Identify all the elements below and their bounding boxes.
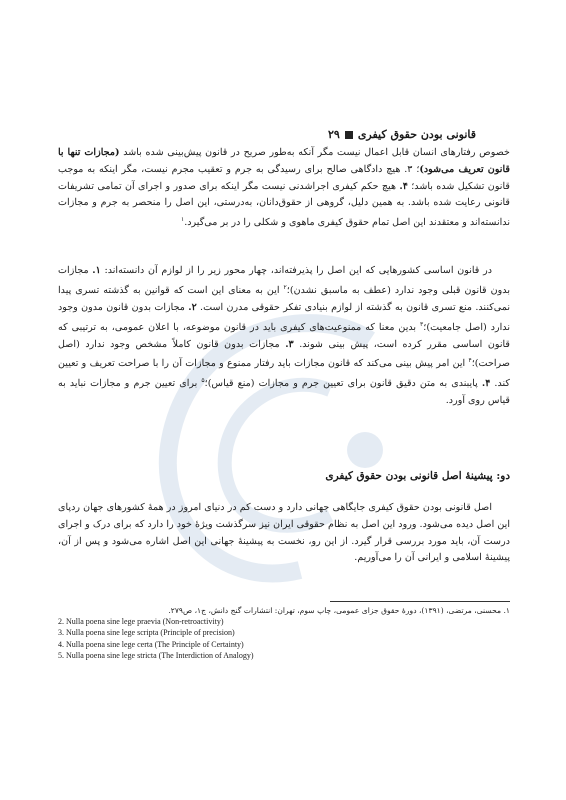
para1-text-3: هیچ حکم کیفری اجراشدنی نیست مگر اینکه برای صدور و اجرای آن تمامی تشریفات قانونی رعایت شده باشد. به همین دلیل، گروهی از حقوق‌دانان، به‌درستی، این اصل را منحصر به جرم و مجازات ندانسته‌اند و معتقدند این اصل تمام حقوق کیفری ماهوی و شکلی را در بر می‌گیرد. <box>58 180 510 229</box>
section-heading: دو: پیشینهٔ اصل قانونی بودن حقوق کیفری <box>325 470 510 482</box>
footnote-ref-4: ۴ <box>468 357 472 365</box>
square-separator-icon <box>345 131 353 139</box>
footnote-ref-5: ۵ <box>201 377 205 385</box>
footnote-divider <box>330 601 510 602</box>
para2-text-3: این به معنای این است که قوانین به گذشته تسری پیدا نمی‌کنند. منع تسری قانون به گذشته از لوازم بنیادی تفکر حقوقی مدرن است. <box>58 284 510 313</box>
footnotes <box>58 605 510 661</box>
para2-text-5: بدین معنا که ممنوعیت‌های کیفری باید در قانون موضوعه، با اعلان عمومی، به ترتیبی که قانون اساسی مقرر کرده است، پیش بینی شوند. <box>58 321 511 350</box>
para3-text: اصل قانونی بودن حقوق کیفری جایگاهی جهانی دارد و دست کم در دنیای امروز در همهٔ کشورهای جهان ردپای این اصل دیده می‌شود. ورود این اصل به نظام حقوقی ایران نیز سرگذشت ویژهٔ خود را دارد که برای درک و اجرای درست آن، باید مورد بررسی قرار گیرد. از این رو، نخست به پیشینهٔ جهانی این اصل اشاره می‌شود و پس از آن، پیشینهٔ اسلامی و ایرانی آن را می‌آوریم. <box>58 502 510 564</box>
header-title: قانونی بودن حقوق کیفری <box>357 128 476 141</box>
para2-text-6: مجازات بدون قانون کاملاً مشخص وجود ندارد (اصل صراحت)؛ <box>58 338 510 370</box>
footnote-ref-1: ۱ <box>180 216 185 224</box>
running-header <box>328 128 476 141</box>
para2-text-9: برای تعیین جرم و مجازات نباید به قیاس روی آورد. <box>58 378 510 407</box>
para2-text-7: این امر پیش بینی می‌کند که قانون مجازات باید رفتار ممنوع و مجازات آن را با صراحت تعریف و تعیین کند. <box>58 358 510 390</box>
para2-bold-3: ۳. <box>285 338 294 350</box>
para2-text-4: مجازات بدون قانون مدون وجود ندارد (اصل جامعیت)؛ <box>58 301 510 333</box>
para2-bold-1: ۱. <box>92 265 101 276</box>
para2-text-8: پایبندی به متن دقیق قانون برای تعیین جرم و مجازات (منع قیاس)؛ <box>204 378 482 390</box>
para2-text-2: مجازات بدون قانون قبلی وجود ندارد (عطف به ماسبق نشدن)؛ <box>58 265 510 296</box>
footnote-1: ۱. محسنی، مرتضی، (۱۳۹۱)، دورهٔ حقوق جزای عمومی، چاپ سوم، تهران: انتشارات گنج دانش، ج۱، ص۲۷۹. <box>168 606 510 615</box>
para1-bold-2: ۴. <box>399 180 408 192</box>
footnote-4: 4. Nulla poena sine lege certa (The Principle of Certainty) <box>58 639 244 649</box>
para2-text-1: در قانون اساسی کشورهایی که این اصل را پذیرفته‌اند، چهار محور زیر را از لوازم آن دانسته‌اند: <box>100 265 492 276</box>
para1-text-1: خصوص رفتارهای انسان قابل اعمال نیست مگر آنکه به‌طور صریح در قانون پیش‌بینی شده باشد <box>123 147 510 158</box>
page-number: ۲۹ <box>327 128 340 141</box>
footnote-ref-3: ۳ <box>420 320 424 328</box>
footnote-5: 5. Nulla poena sine lege stricta (The Interdiction of Analogy) <box>58 650 254 660</box>
paragraph-1 <box>58 145 510 232</box>
paragraph-2 <box>58 263 510 410</box>
paragraph-3 <box>58 500 510 567</box>
para2-bold-4: ۴. <box>481 378 491 390</box>
para1-bold-1: (مجازات تنها با قانون تعریف می‌شود) <box>58 147 510 175</box>
para2-bold-2: ۲. <box>188 301 197 313</box>
footnote-ref-2: ۲ <box>283 283 287 291</box>
footnote-3: 3. Nulla poena sine lege scripta (Principle of precision) <box>58 628 235 638</box>
footnote-2: 2. Nulla poena sine lege praevia (Non-retroactivity) <box>58 617 224 627</box>
para1-text-2: ؛ ۳. هیچ دادگاهی صالح برای رسیدگی به جرم و تعقیب مجرم نیست، مگر اینکه به موجب قانون تشکیل شده باشد؛ <box>58 163 510 192</box>
